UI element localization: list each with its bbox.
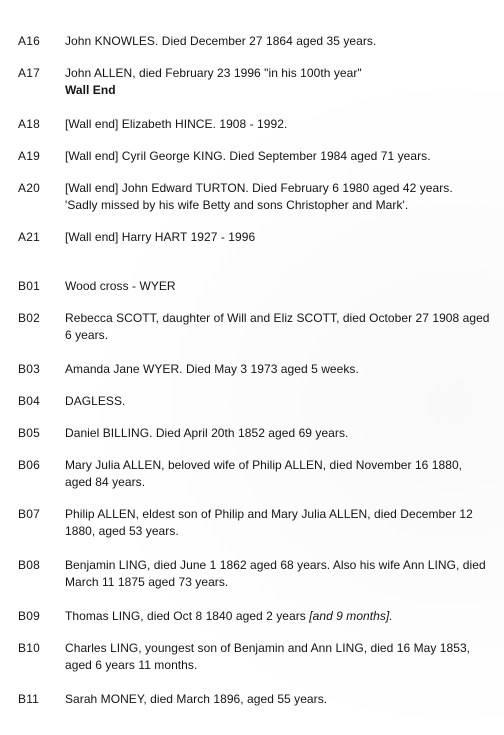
entry-text xyxy=(65,278,495,295)
entry-line: DAGLESS. xyxy=(65,394,126,408)
entry-line: [Wall end] Harry HART 1927 - 1996 xyxy=(65,230,256,244)
entry-text xyxy=(65,229,495,246)
entry-code: B05 xyxy=(18,426,40,440)
entry-line: [Wall end] Cyril George KING. Died September 1984 aged 71 years. xyxy=(65,149,431,163)
entry-line: Benjamin LING, died June 1 1862 aged 68 years. Also his wife Ann LING, died xyxy=(65,558,486,572)
entry-text xyxy=(65,310,495,344)
entry-text xyxy=(65,457,495,491)
entry-text xyxy=(65,691,495,708)
entry-code: A16 xyxy=(18,34,40,48)
entry-text xyxy=(65,180,495,214)
entry-text xyxy=(65,393,495,410)
entry-code: B11 xyxy=(18,692,40,706)
entry-line: aged 6 years 11 months. xyxy=(65,658,198,672)
entry-code: B04 xyxy=(18,394,40,408)
entry-code: B07 xyxy=(18,507,40,521)
entry-line: March 11 1875 aged 73 years. xyxy=(65,575,229,589)
entry-text xyxy=(65,557,495,591)
entry-line: Daniel BILLING. Died April 20th 1852 aged 69 years. xyxy=(65,426,349,440)
entry-text xyxy=(65,65,495,99)
entry-line-main: Thomas LING, died Oct 8 1840 aged 2 years xyxy=(65,609,310,623)
entry-text xyxy=(65,506,495,540)
entry-text xyxy=(65,361,495,378)
entry-line: aged 84 years. xyxy=(65,475,146,489)
entry-line: Mary Julia ALLEN, beloved wife of Philip ALLEN, died November 16 1880, xyxy=(65,458,463,472)
entry-italic-note: [and 9 months]. xyxy=(309,609,393,623)
entry-text xyxy=(65,148,495,165)
entry-code: A17 xyxy=(18,66,40,80)
entry-line: Philip ALLEN, eldest son of Philip and Mary Julia ALLEN, died December 12 xyxy=(65,507,473,521)
entry-line: 1880, aged 53 years. xyxy=(65,524,179,538)
entry-line: [Wall end] John Edward TURTON. Died February 6 1980 aged 42 years. xyxy=(65,181,453,195)
entry-code: B03 xyxy=(18,362,40,376)
entry-line xyxy=(65,608,495,625)
entry-text xyxy=(65,608,495,625)
entry-line: Sarah MONEY, died March 1896, aged 55 years. xyxy=(65,692,328,706)
entry-line: Amanda Jane WYER. Died May 3 1973 aged 5 weeks. xyxy=(65,362,359,376)
entry-line: 6 years. xyxy=(65,328,109,342)
entry-line: [Wall end] Elizabeth HINCE. 1908 - 1992. xyxy=(65,117,288,131)
entry-line: John ALLEN, died February 23 1996 "in his 100th year" xyxy=(65,66,362,80)
entry-text xyxy=(65,425,495,442)
entry-line: Rebecca SCOTT, daughter of Will and Eliz SCOTT, died October 27 1908 aged xyxy=(65,311,490,325)
entry-line: John KNOWLES. Died December 27 1864 aged 35 years. xyxy=(65,34,377,48)
entry-text xyxy=(65,116,495,133)
entry-code: A21 xyxy=(18,230,40,244)
entry-line: 'Sadly missed by his wife Betty and sons Christopher and Mark'. xyxy=(65,198,409,212)
entry-note: Wall End xyxy=(65,83,116,97)
entry-line: Wood cross - WYER xyxy=(65,279,176,293)
entry-text xyxy=(65,33,495,50)
entry-code: B06 xyxy=(18,458,40,472)
entry-code: A20 xyxy=(18,181,40,195)
entry-code: B10 xyxy=(18,641,40,655)
entry-code: B02 xyxy=(18,311,40,325)
entry-text xyxy=(65,640,495,674)
entry-code: A18 xyxy=(18,117,40,131)
entry-code: B08 xyxy=(18,558,40,572)
entry-code: B09 xyxy=(18,609,40,623)
entry-line: Charles LING, youngest son of Benjamin and Ann LING, died 16 May 1853, xyxy=(65,641,471,655)
entry-code: B01 xyxy=(18,279,40,293)
entry-code: A19 xyxy=(18,149,40,163)
